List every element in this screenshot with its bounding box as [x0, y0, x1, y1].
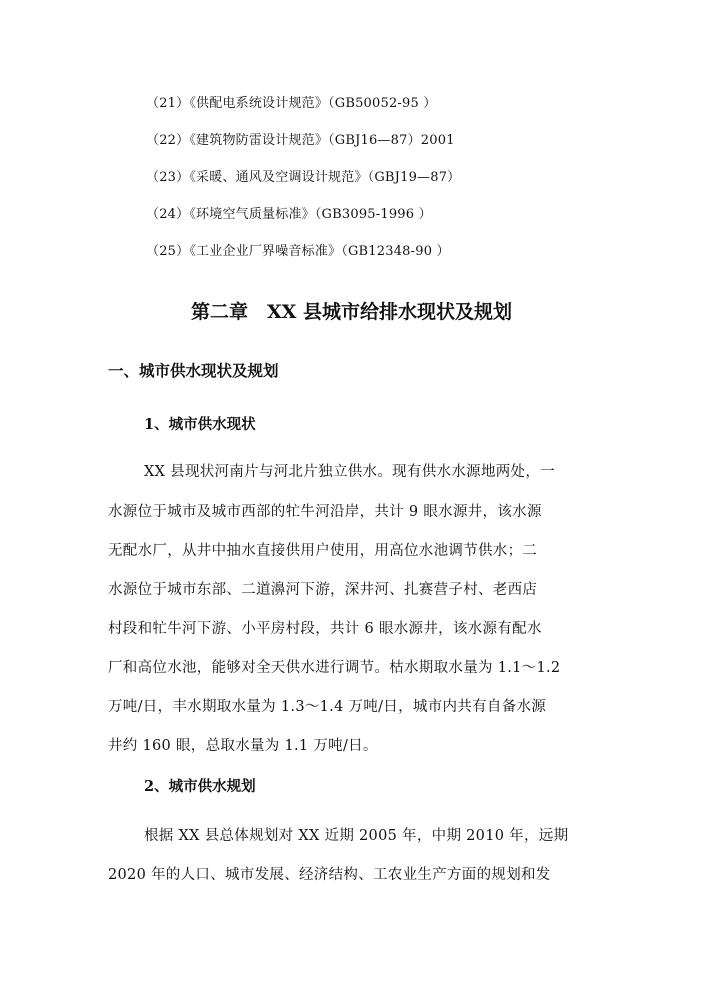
paragraph-line: 万吨/日，丰水期取水量为 1.3～1.4 万吨/日，城市内共有自备水源	[108, 699, 547, 715]
chapter-title: 第二章 XX 县城市给排水现状及规划	[190, 301, 513, 323]
paragraph-line: XX 县现状河南片与河北片独立供水。现有供水水源地两处，一	[144, 464, 555, 480]
paragraph-line: 水源位于城市东部、二道濞河下游，深井河、扎赛营子村、老西店	[108, 582, 538, 598]
paragraph-line: 2020 年的人口、城市发展、经济结构、工农业生产方面的规划和发	[108, 867, 551, 883]
paragraph-line: 无配水厂，从井中抽水直接供用户使用，用高位水池调节供水；二	[108, 543, 538, 559]
paragraph-line: 水源位于城市及城市西部的牤牛河沿岸，共计 9 眼水源井，该水源	[108, 504, 542, 520]
reference-item: （23）《采暖、通风及空调设计规范》（GBJ19—87）	[146, 170, 461, 185]
reference-item: （22）《建筑物防雷设计规范》（GBJ16—87）2001	[146, 133, 455, 148]
reference-item: （24）《环境空气质量标准》（GB3095-1996 ）	[146, 207, 432, 222]
paragraph-line: 井约 160 眼，总取水量为 1.1 万吨/日。	[108, 738, 378, 754]
paragraph-line: 根据 XX 县总体规划对 XX 近期 2005 年，中期 2010 年，远期	[144, 828, 569, 844]
paragraph-line: 厂和高位水池，能够对全天供水进行调节。枯水期取水量为 1.1～1.2	[108, 660, 561, 676]
section-heading: 一、城市供水现状及规划	[108, 361, 279, 380]
subsection-heading: 2、城市供水规划	[144, 778, 256, 795]
reference-item: （21）《供配电系统设计规范》（GB50052-95 ）	[146, 96, 437, 111]
reference-item: （25）《工业企业厂界噪音标准》（GB12348-90 ）	[146, 244, 450, 259]
subsection-heading: 1、城市供水现状	[144, 416, 256, 433]
paragraph-line: 村段和牤牛河下游、小平房村段，共计 6 眼水源井，该水源有配水	[108, 621, 542, 637]
